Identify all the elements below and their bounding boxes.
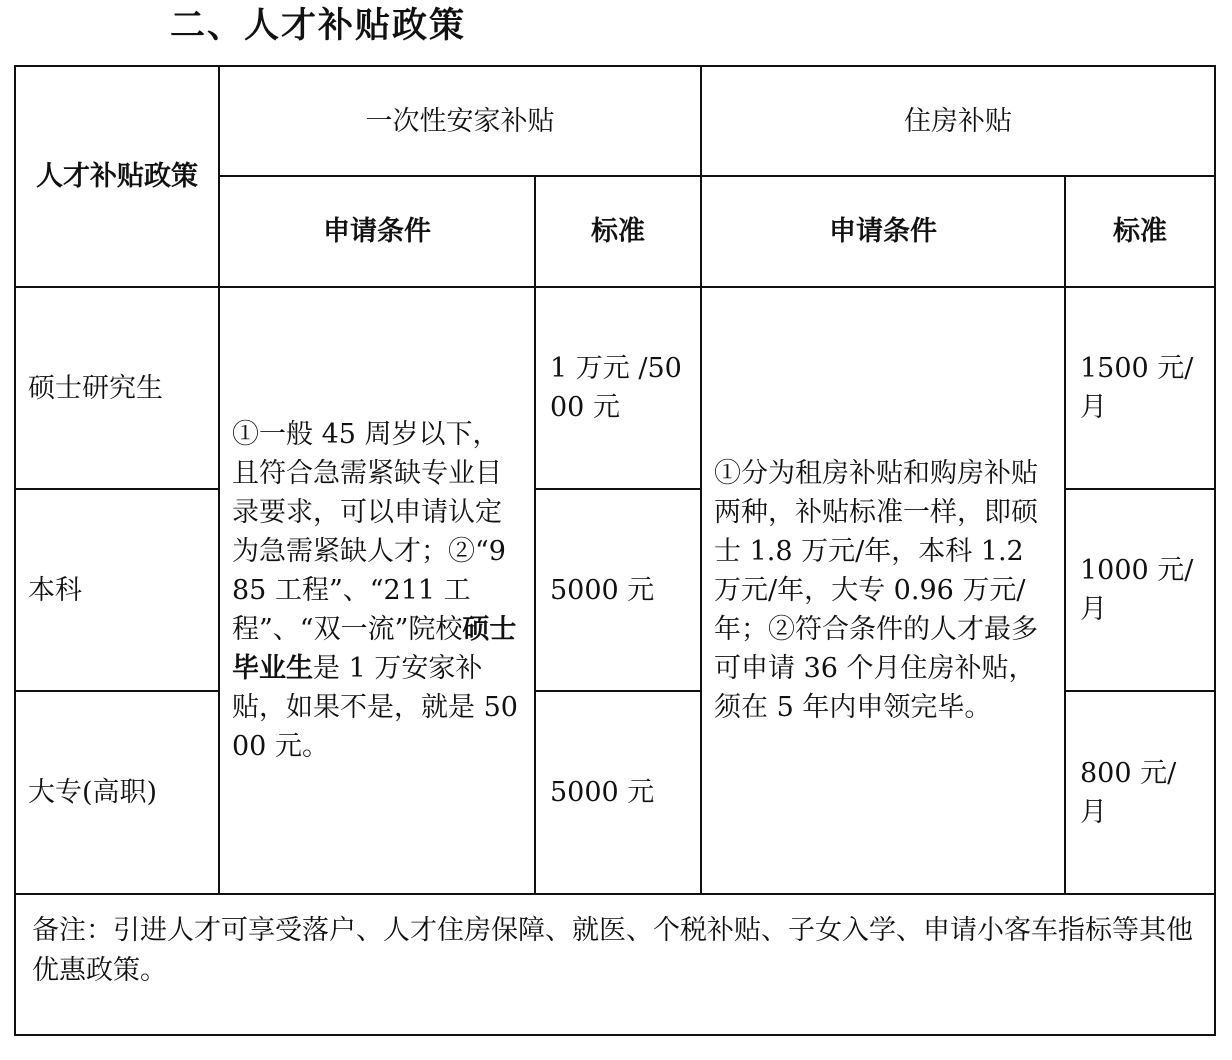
level-cell-bachelor: 本科 <box>15 489 219 691</box>
housing-condition-header: 申请条件 <box>701 176 1065 287</box>
note-text: 备注：引进人才可享受落户、人才住房保障、就医、个税补贴、子女入学、申请小客车指标等其他优惠政策。 <box>15 894 1215 1035</box>
housing-standard-bachelor: 1000 元/月 <box>1065 489 1215 691</box>
talent-subsidy-table <box>14 65 1216 1036</box>
housing-subsidy-header: 住房补贴 <box>701 66 1215 176</box>
settle-condition-text-1: ①一般 45 周岁以下，且符合急需紧缺专业目录要求，可以申请认定为急需紧缺人才；②“985 工程”、“211 工程”、“双一流”院校 <box>232 419 506 645</box>
settle-condition-cell <box>219 287 535 894</box>
level-cell-master: 硕士研究生 <box>15 287 219 489</box>
settle-condition-emphasis: 硕士毕业生 <box>232 614 517 684</box>
settle-standard-master: 1 万元 /5000 元 <box>535 287 701 489</box>
table-row <box>15 287 1215 489</box>
corner-header: 人才补贴政策 <box>15 66 219 287</box>
note-row <box>15 894 1215 1035</box>
settle-standard-bachelor: 5000 元 <box>535 489 701 691</box>
level-cell-college: 大专(高职) <box>15 691 219 894</box>
settle-condition-text-2: 是 1 万安家补贴，如果不是，就是 5000 元。 <box>232 653 518 762</box>
housing-standard-college: 800 元/月 <box>1065 691 1215 894</box>
housing-condition-cell: ①分为租房补贴和购房补贴两种，补贴标准一样，即硕士 1.8 万元/年，本科 1.2 万元/年，大专 0.96 万元/年；②符合条件的人才最多可申请 36 个月住房补贴，须在 5 年内申领完毕。 <box>701 287 1065 894</box>
settle-condition-header: 申请条件 <box>219 176 535 287</box>
settle-subsidy-header: 一次性安家补贴 <box>219 66 701 176</box>
housing-standard-header: 标准 <box>1065 176 1215 287</box>
housing-standard-master: 1500 元/月 <box>1065 287 1215 489</box>
settle-standard-college: 5000 元 <box>535 691 701 894</box>
settle-standard-header: 标准 <box>535 176 701 287</box>
section-title: 二、人才补贴政策 <box>170 6 467 46</box>
